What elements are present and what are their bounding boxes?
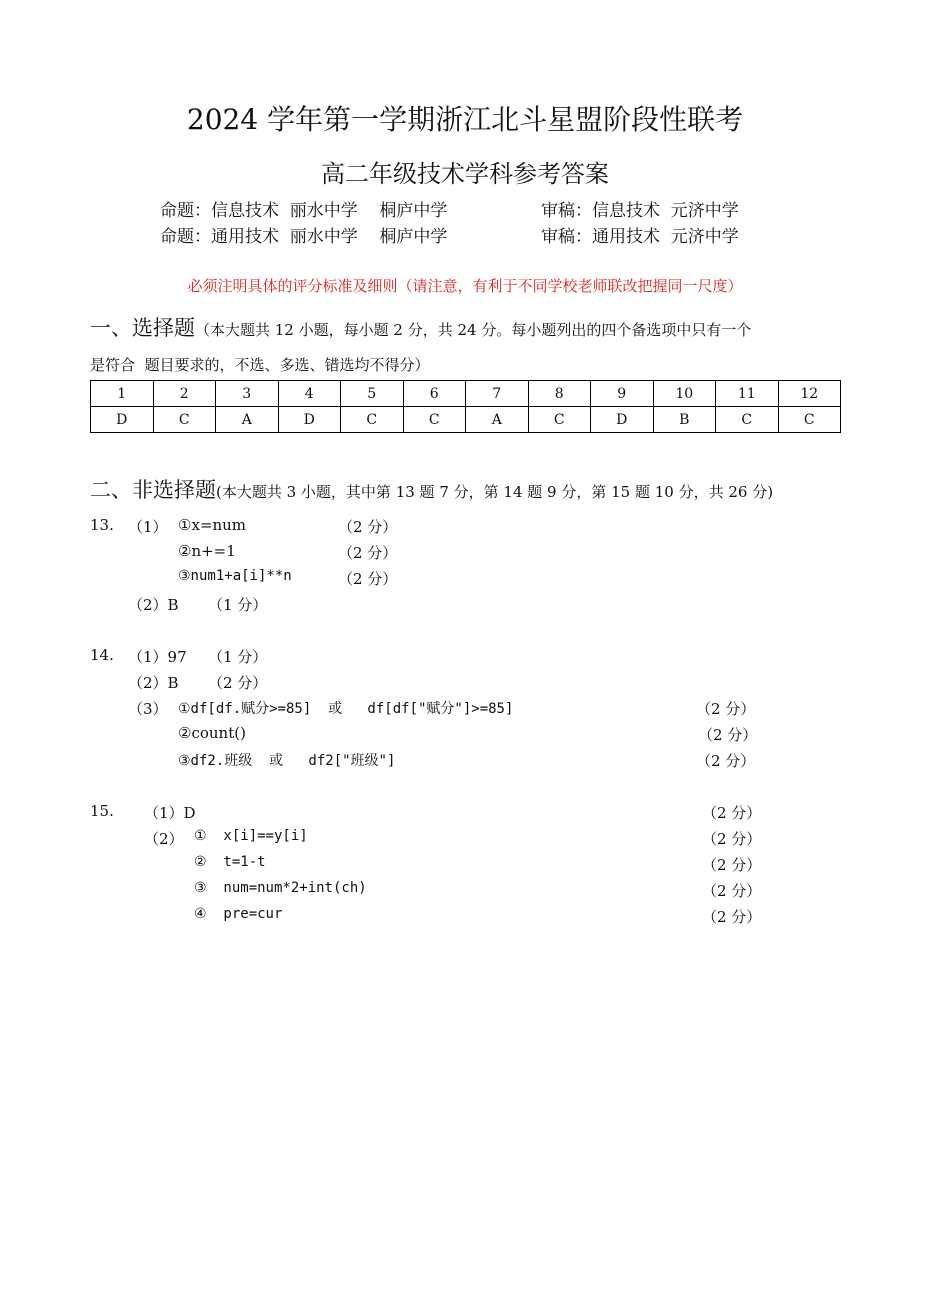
q15-score-1: （2 分） [702,804,762,822]
grading-notice: 必须注明具体的评分标准及细则（请注意，有利于不同学校老师联改把握同一尺度） [187,277,743,295]
section2-header [90,474,773,504]
answer-cell: C [341,407,404,433]
reviewer-names: 通用技术 元济中学 [592,227,739,247]
answer-table [90,380,841,433]
answer-row [91,407,841,433]
q14-part1: （1）97 [128,648,187,666]
document-subtitle: 高二年级技术学科参考答案 [321,160,609,188]
question-number: 11 [716,381,779,407]
q15-score-4: （2 分） [702,882,762,900]
section1-note: （本大题共 12 小题，每小题 2 分，共 24 分。每小题列出的四个备选项中只有一个 [195,321,752,339]
setters-names: 信息技术 丽水中学 桐庐中学 [211,201,448,221]
q15-score-5: （2 分） [702,908,762,926]
setters-label: 命题： [160,201,211,221]
q13-score-2: （2 分） [338,544,398,562]
section1-heading: 一、选择题 [90,316,195,340]
q14-answer-3: ③df2.班级 或 df2["班级"] [178,753,396,769]
q14-answer-2: ②count() [178,724,246,742]
question-number: 12 [778,381,841,407]
answer-cell: D [91,407,154,433]
answer-cell: C [403,407,466,433]
section1-note-continued: 是符合 题目要求的，不选、多选、错选均不得分） [90,356,430,374]
q14-part3-label: （3） [128,700,168,718]
document-title: 2024 学年第一学期浙江北斗星盟阶段性联考 [186,103,744,136]
reviewer-row-1 [541,196,739,221]
reviewer-names: 信息技术 元济中学 [592,201,739,221]
section1-header [90,312,751,342]
question-number: 10 [653,381,716,407]
answer-cell: B [653,407,716,433]
q13-answer-1: ①x=num [178,516,247,534]
q14-number: 14. [90,646,114,664]
q14-score-1: （1 分） [208,648,268,666]
credit-row-2 [160,222,447,247]
question-number: 1 [91,381,154,407]
question-number: 8 [528,381,591,407]
q14-part2: （2）B [128,674,179,692]
q13-score-3: （2 分） [338,570,398,588]
section2-heading: 二、非选择题 [90,478,216,502]
question-number: 9 [591,381,654,407]
question-number: 3 [216,381,279,407]
q14-score-3: （2 分） [696,700,756,718]
q15-answer-3: ③ num=num*2+int(ch) [194,880,367,896]
q13-answer-3: ③num1+a[i]**n [178,568,292,584]
q15-score-3: （2 分） [702,856,762,874]
q15-part2-label: （2） [144,830,184,848]
question-number: 6 [403,381,466,407]
answer-cell: A [466,407,529,433]
answer-cell: C [153,407,216,433]
setters-label: 命题： [160,227,211,247]
q15-answer-2: ② t=1-t [194,854,266,870]
question-number: 7 [466,381,529,407]
q13-score-4: （1 分） [208,596,268,614]
answer-cell: A [216,407,279,433]
question-number-row [91,381,841,407]
answer-cell: C [716,407,779,433]
question-number: 2 [153,381,216,407]
reviewer-label: 审稿： [541,201,592,221]
q14-score-2: （2 分） [208,674,268,692]
question-number: 5 [341,381,404,407]
q15-part1: （1）D [144,804,196,822]
q13-number: 13. [90,516,114,534]
q14-answer-1: ①df[df.赋分>=85] 或 df[df["赋分"]>=85] [178,701,514,717]
q13-score-1: （2 分） [338,518,398,536]
answer-cell: C [778,407,841,433]
setters-names: 通用技术 丽水中学 桐庐中学 [211,227,448,247]
answer-cell: D [591,407,654,433]
q15-score-2: （2 分） [702,830,762,848]
q14-score-5: （2 分） [696,752,756,770]
q15-answer-1: ① x[i]==y[i] [194,828,308,844]
answer-cell: C [528,407,591,433]
section2-note: (本大题共 3 小题，其中第 13 题 7 分，第 14 题 9 分，第 15 题 10 分，共 26 分) [216,483,774,501]
credit-row-1 [160,196,447,221]
q15-answer-4: ④ pre=cur [194,906,283,922]
question-number: 4 [278,381,341,407]
reviewer-label: 审稿： [541,227,592,247]
answer-cell: D [278,407,341,433]
q13-answer-2: ②n+=1 [178,542,236,560]
reviewer-row-2 [541,222,739,247]
q13-part1-label: （1） [128,518,168,536]
q13-part2: （2）B [128,596,179,614]
q14-score-4: （2 分） [698,726,758,744]
q15-number: 15. [90,802,114,820]
